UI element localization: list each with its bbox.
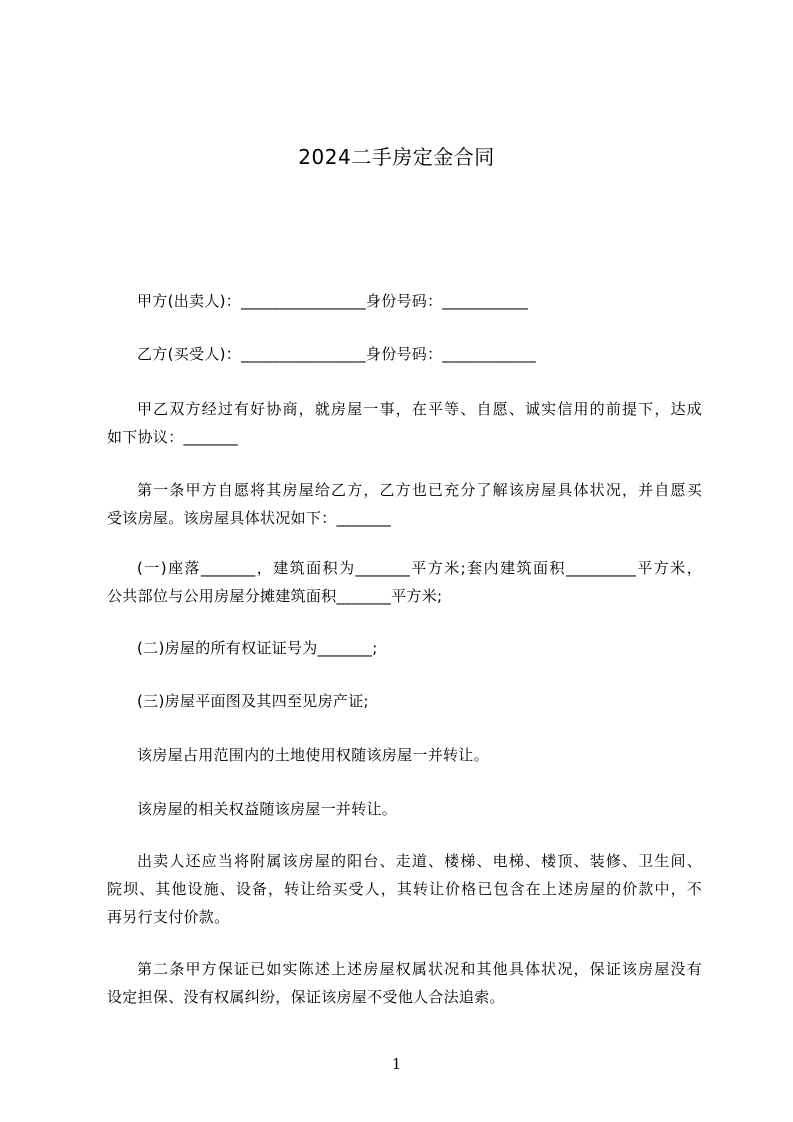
- facilities-line-1: 出卖人还应当将附属该房屋的阳台、走道、楼梯、电梯、楼顶、装修、卫生间、: [137, 852, 702, 870]
- article-2-paragraph: [107, 955, 702, 1011]
- article-1-line-1: 第一条甲方自愿将其房屋给乙方，乙方也已充分了解该房屋具体状况，并自愿买: [137, 481, 702, 499]
- rights-paragraph: 该房屋的相关权益随该房屋一并转让。: [137, 800, 398, 818]
- land-use-paragraph: 该房屋占用范围内的土地使用权随该房屋一并转让。: [137, 746, 489, 764]
- intro-line-1: 甲乙双方经过有好协商，就房屋一事，在平等、自愿、诚实信用的前提下，达成: [137, 400, 702, 418]
- article-2-line-1: 第二条甲方保证已如实陈述上述房屋权属状况和其他具体状况，保证该房屋没有: [137, 960, 702, 978]
- item-1-line-2: 公共部位与公用房屋分摊建筑面积_______平方米;: [107, 587, 443, 605]
- party-a-paragraph: 甲方(出卖人)：________________身份号码：___________: [137, 292, 529, 310]
- article-1-paragraph: [107, 476, 702, 532]
- article-2-line-2: 设定担保、没有权属纠纷，保证该房屋不受他人合法追索。: [107, 988, 505, 1006]
- item-3-paragraph: (三)房屋平面图及其四至见房产证;: [137, 692, 369, 710]
- item-2-paragraph: (二)房屋的所有权证证号为_______;: [137, 639, 378, 657]
- facilities-paragraph: [107, 847, 702, 931]
- facilities-line-2: 院坝、其他设施、设备，转让给买受人，其转让价格已包含在上述房屋的价款中，不: [107, 880, 702, 898]
- document-title: 2024二手房定金合同: [298, 145, 495, 169]
- facilities-line-3: 再另行支付价款。: [107, 908, 230, 926]
- intro-line-2: 如下协议：_______: [107, 428, 239, 446]
- item-1-paragraph: [107, 554, 702, 610]
- item-1-line-1: (一)座落_______，建筑面积为_______平方米;套内建筑面积_________平方米，: [137, 559, 702, 577]
- page-number: 1: [391, 1055, 402, 1073]
- article-1-line-2: 受该房屋。该房屋具体状况如下：_______: [107, 509, 392, 527]
- party-b-paragraph: 乙方(买受人)：________________身份号码：____________: [137, 345, 537, 363]
- intro-paragraph: [107, 395, 702, 451]
